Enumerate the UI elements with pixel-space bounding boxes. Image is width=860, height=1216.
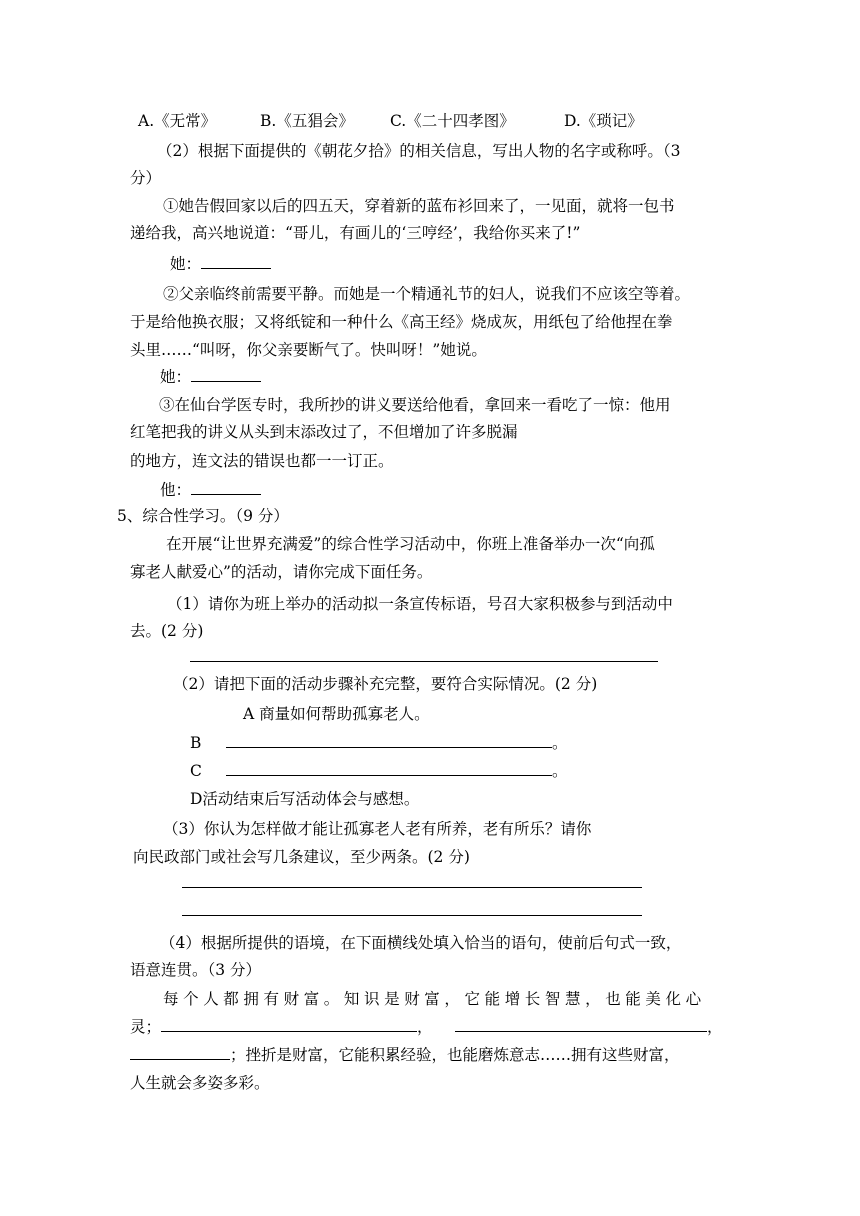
q5-sub4-text4: 人生就会多姿多彩。 bbox=[130, 1074, 270, 1092]
q5-sub1-line1: （1）请你为班上举办的活动拟一条宣传标语，号召大家积极参与到活动中 bbox=[167, 595, 673, 613]
step-b-label: B bbox=[190, 734, 202, 752]
option-c: C.《二十四孝图》 bbox=[390, 112, 515, 130]
item2-line2: 于是给他换衣服；又将纸锭和一种什么《高王经》烧成灰，用纸包了给他捏在拳 bbox=[130, 313, 673, 331]
q5-sub4-text3 bbox=[130, 1044, 680, 1066]
step-c bbox=[190, 760, 568, 782]
sub4-blank-3[interactable] bbox=[130, 1045, 230, 1060]
q5-sub4-text2 bbox=[130, 1016, 723, 1038]
option-b: B.《五猖会》 bbox=[260, 112, 354, 130]
suggestion-line-1[interactable] bbox=[182, 887, 642, 888]
step-c-blank[interactable] bbox=[226, 761, 552, 776]
option-a: A.《无常》 bbox=[138, 112, 217, 130]
item3-answer-label: 他： bbox=[160, 481, 192, 499]
item2-line1: ②父亲临终前需要平静。而她是一个精通礼节的妇人，说我们不应该空等着。 bbox=[163, 285, 691, 303]
q4-2-prompt-line1: （2）根据下面提供的《朝花夕拾》的相关信息，写出人物的名字或称呼。（3 bbox=[157, 142, 681, 160]
step-c-label: C bbox=[190, 762, 202, 780]
item2-answer-blank[interactable] bbox=[191, 367, 261, 382]
item1-line2: 递给我，高兴地说道：“哥儿，有画儿的‘三哼经’，我给你买来了!” bbox=[130, 224, 581, 242]
q5-intro-line2: 寡老人献爱心”的活动，请你完成下面任务。 bbox=[130, 563, 433, 581]
item3-line3: 的地方，连文法的错误也都一一订正。 bbox=[130, 452, 394, 470]
q5-sub1-line2: 去。(2 分) bbox=[130, 622, 204, 640]
q5-sub4-line2: 语意连贯。（3 分） bbox=[130, 961, 262, 979]
q5-title: 5、综合性学习。（9 分） bbox=[117, 507, 289, 525]
item3-answer bbox=[160, 479, 261, 501]
slogan-answer-line[interactable] bbox=[190, 661, 658, 662]
item2-line3: 头里……“叫呀，你父亲要断气了。快叫呀！”她说。 bbox=[130, 341, 487, 359]
item1-answer-label: 她： bbox=[170, 255, 202, 273]
sub4-comma-1: ， bbox=[417, 1018, 433, 1036]
item1-line1: ①她告假回家以后的四五天，穿着新的蓝布衫回来了，一见面，就将一包书 bbox=[163, 197, 675, 215]
step-c-end: 。 bbox=[552, 762, 568, 780]
q5-sub4-line1: （4）根据所提供的语境，在下面横线处填入恰当的语句，使前后句式一致， bbox=[160, 934, 682, 952]
sub4-blank-2[interactable] bbox=[455, 1017, 707, 1032]
step-b bbox=[190, 732, 568, 754]
q4-2-prompt-line2: 分） bbox=[130, 169, 162, 187]
step-b-blank[interactable] bbox=[226, 733, 552, 748]
item3-line2: 红笔把我的讲义从头到末添改过了，不但增加了许多脱漏 bbox=[130, 423, 518, 441]
q4-options-row bbox=[138, 110, 643, 132]
item1-answer-blank[interactable] bbox=[201, 254, 271, 269]
item2-answer-label: 她： bbox=[160, 368, 192, 386]
option-d: D.《琐记》 bbox=[564, 112, 643, 130]
item2-answer bbox=[160, 366, 261, 388]
q5-sub2-prompt: （2）请把下面的活动步骤补充完整，要符合实际情况。(2 分) bbox=[173, 675, 598, 693]
step-d: D活动结束后写活动体会与感想。 bbox=[190, 790, 420, 808]
q5-sub3-line1: （3）你认为怎样做才能让孤寡老人老有所养，老有所乐？请你 bbox=[163, 820, 592, 838]
sub4-blank-1[interactable] bbox=[161, 1017, 417, 1032]
sub4-text2-start: 灵； bbox=[130, 1018, 162, 1036]
suggestion-line-2[interactable] bbox=[182, 915, 642, 916]
step-b-end: 。 bbox=[552, 734, 568, 752]
item3-line1: ③在仙台学医专时，我所抄的讲义要送给他看，拿回来一看吃了一惊：他用 bbox=[159, 396, 671, 414]
item3-answer-blank[interactable] bbox=[191, 480, 261, 495]
q5-sub4-text1: 每个人都拥有财富。知识是财富，它能增长智慧，也能美化心 bbox=[163, 990, 706, 1008]
step-a: A 商量如何帮助孤寡老人。 bbox=[243, 705, 430, 723]
item1-answer bbox=[170, 253, 271, 275]
q5-sub3-line2: 向民政部门或社会写几条建议，至少两条。(2 分) bbox=[133, 848, 470, 866]
sub4-comma-2: ， bbox=[707, 1018, 723, 1036]
sub4-text3-end: ；挫折是财富，它能积累经验，也能磨炼意志……拥有这些财富， bbox=[230, 1046, 680, 1064]
q5-intro-line1: 在开展“让世界充满爱”的综合性学习活动中，你班上准备举办一次“向孤 bbox=[166, 535, 655, 553]
